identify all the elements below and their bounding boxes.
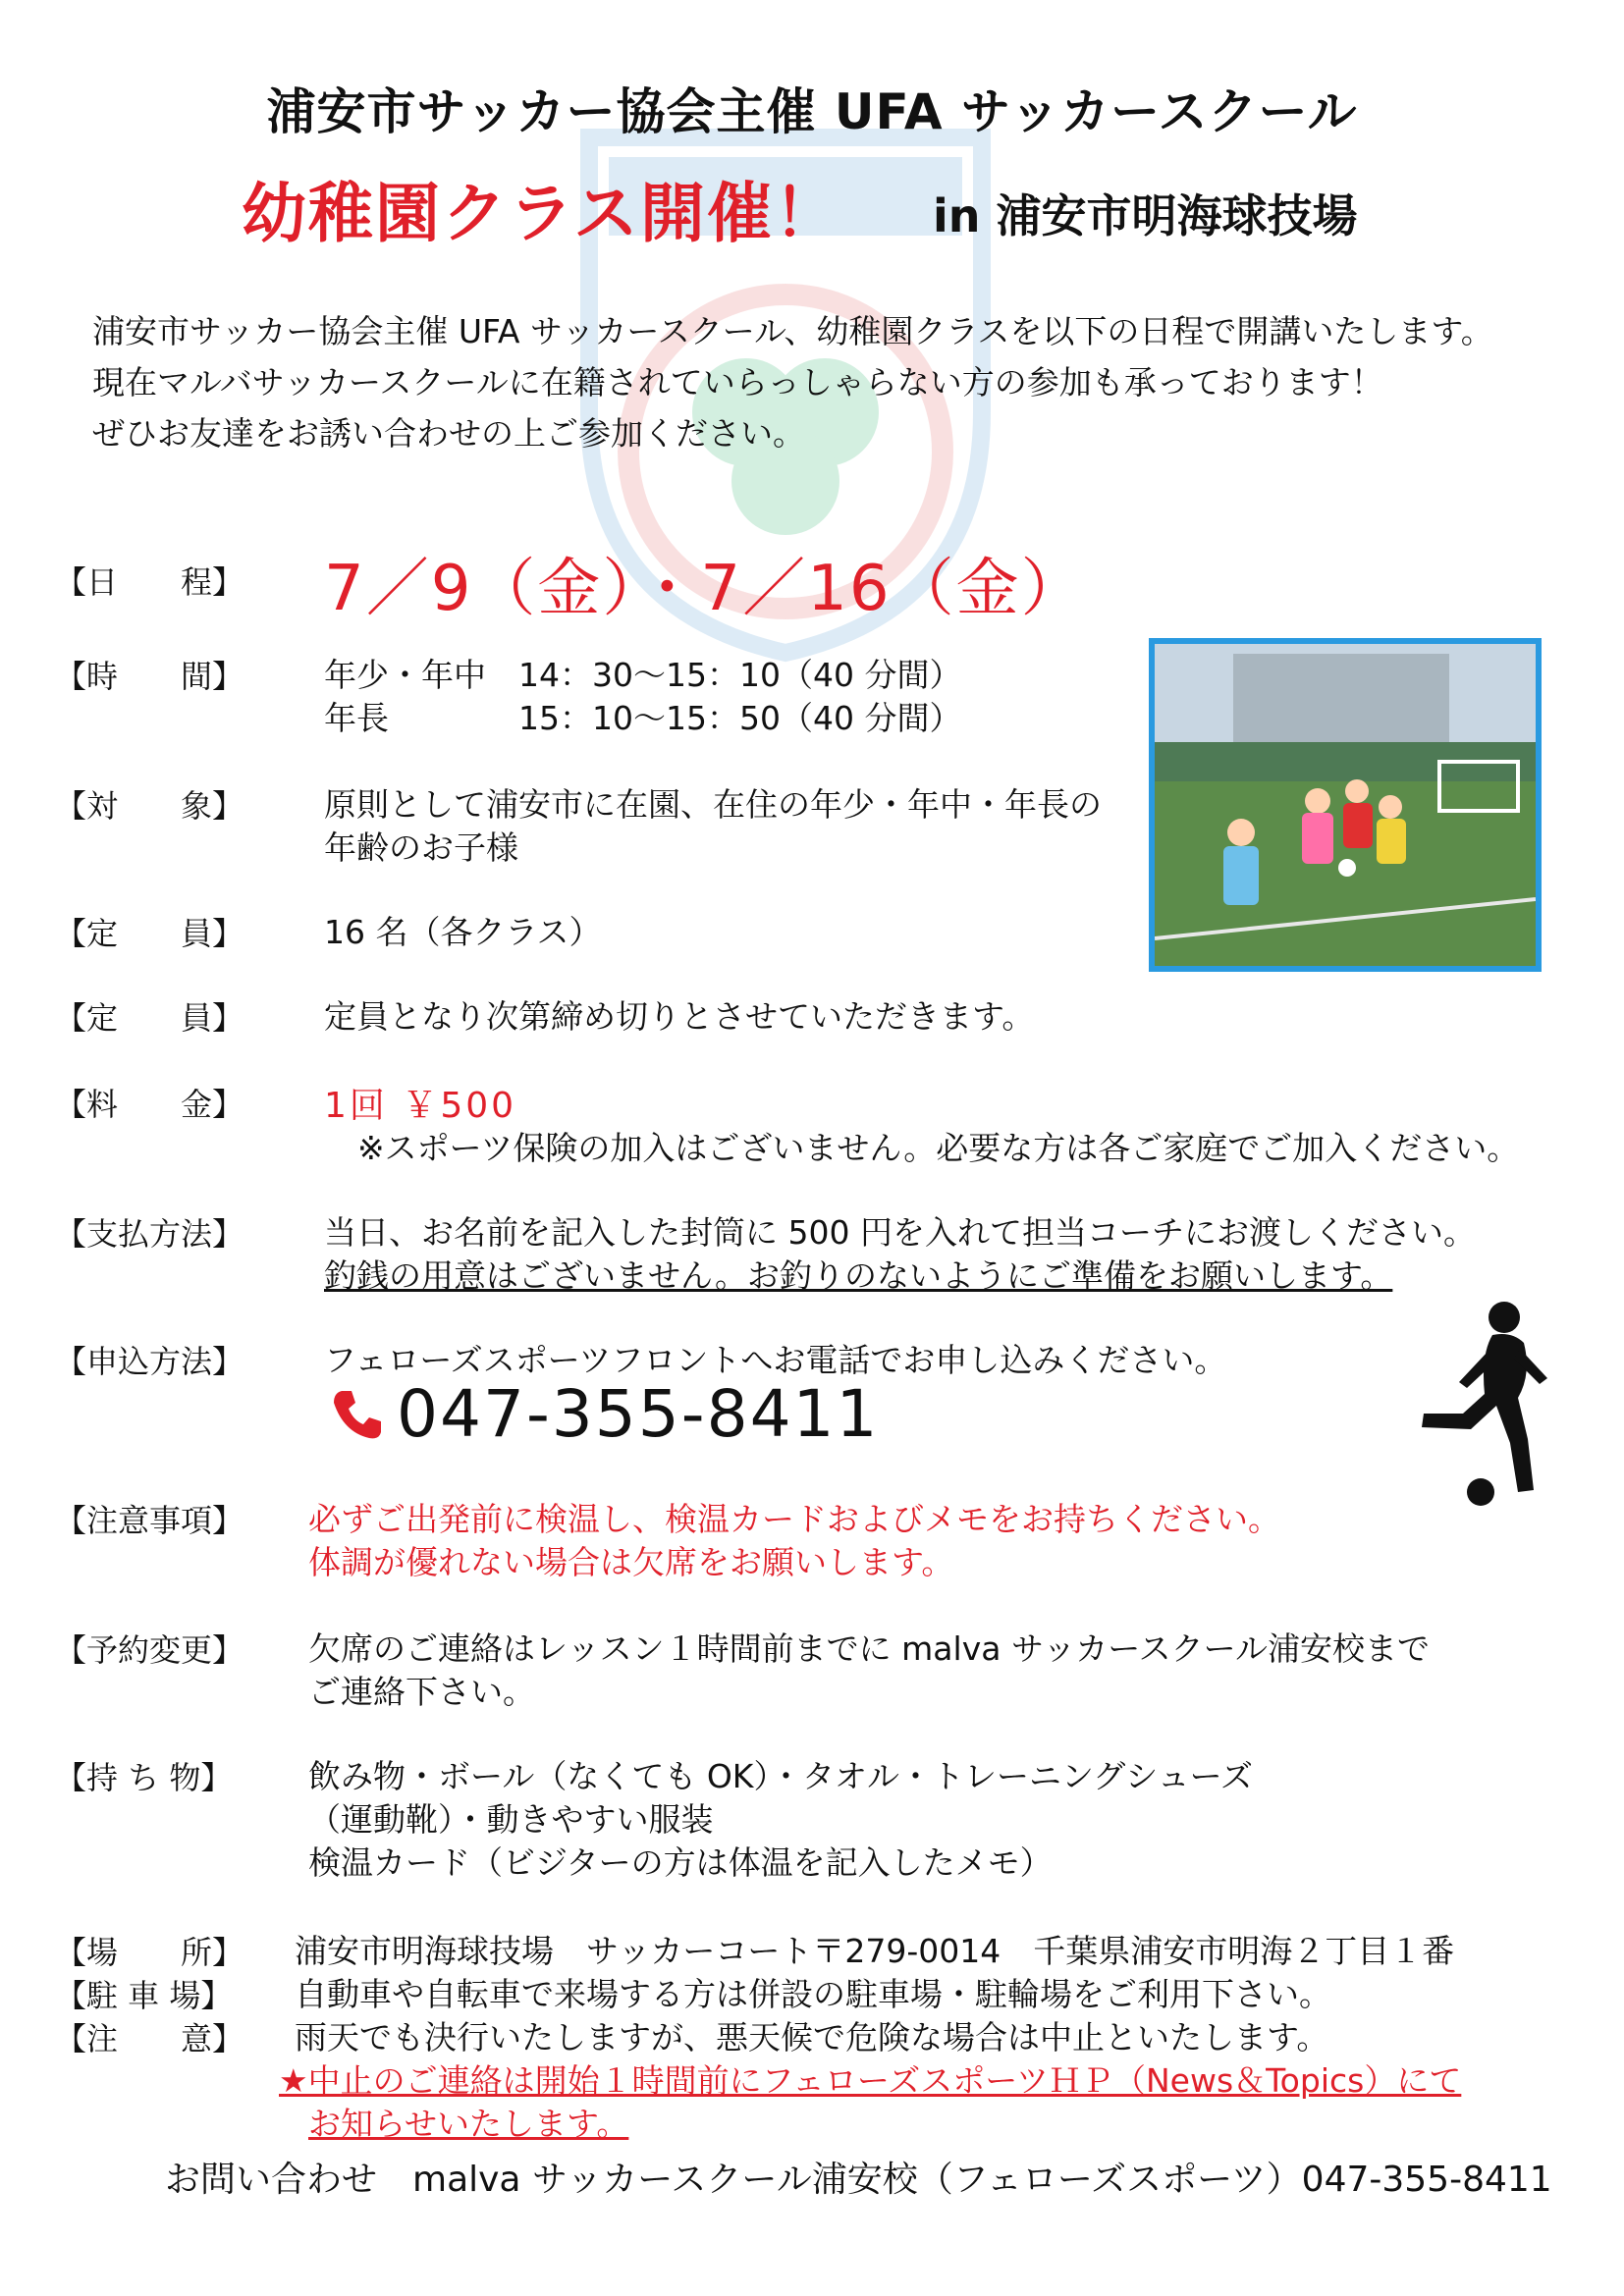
change-line-1: 欠席のご連絡はレッスン１時間前までに malva サッカースクール浦安校まで bbox=[308, 1629, 1430, 1668]
phone-number[interactable]: 047-355-8411 bbox=[397, 1376, 880, 1452]
schedule-dates: 7／9（金）・7／16（金） bbox=[324, 553, 1086, 625]
time-row-1: 年少・年中 14：30〜15：10（40 分間） bbox=[324, 656, 962, 694]
intro-line-1: 浦安市サッカー協会主催 UFA サッカースクール、幼稚園クラスを以下の日程で開講いたします。 bbox=[92, 312, 1493, 350]
items-line-1: 飲み物・ボール（なくても OK）・タオル・トレーニングシューズ bbox=[308, 1757, 1253, 1795]
target-line-2: 年齢のお子様 bbox=[324, 828, 518, 867]
intro-line-3: ぜひお友達をお誘い合わせの上ご参加ください。 bbox=[92, 414, 805, 453]
capacity2-label: 【定 員】 bbox=[55, 999, 244, 1037]
contact-footer: お問い合わせ malva サッカースクール浦安校（フェローズスポーツ）047-355-8411 bbox=[165, 2160, 1552, 2200]
target-line-1: 原則として浦安市に在園、在住の年少・年中・年長の bbox=[324, 785, 1102, 824]
capacity-label: 【定 員】 bbox=[55, 915, 244, 952]
items-line-2: （運動靴）・動きやすい服装 bbox=[308, 1800, 714, 1839]
payment-label: 【支払方法】 bbox=[55, 1215, 244, 1253]
change-line-2: ご連絡下さい。 bbox=[308, 1673, 535, 1711]
notice-value: 雨天でも決行いたしますが、悪天候で危険な場合は中止といたします。 bbox=[295, 2018, 1329, 2056]
capacity-value: 16 名（各クラス） bbox=[324, 913, 602, 951]
fee-note: ※スポーツ保険の加入はございません。必要な方は各ご家庭でご加入ください。 bbox=[357, 1129, 1520, 1167]
parking-value: 自動車や自転車で来場する方は併設の駐車場・駐輪場をご利用下さい。 bbox=[295, 1975, 1331, 2013]
parking-label: 【駐 車 場】 bbox=[55, 1977, 233, 2014]
fee-value: 1回 ￥500 bbox=[324, 1086, 517, 1126]
schedule-label: 【日 程】 bbox=[55, 563, 244, 601]
soccer-player-silhouette-icon bbox=[1394, 1296, 1571, 1512]
notice-star-line-1: ★中止のご連絡は開始１時間前にフェローズスポーツＨＰ（News＆Topics）にて bbox=[279, 2061, 1462, 2100]
change-label: 【予約変更】 bbox=[55, 1631, 244, 1669]
place-value: 浦安市明海球技場 サッカーコート〒279-0014 千葉県浦安市明海２丁目１番 bbox=[295, 1932, 1455, 1970]
apply-text: フェローズスポーツフロントへお電話でお申し込みください。 bbox=[324, 1341, 1227, 1379]
caution-line-1: 必ずご出発前に検温し、検温カードおよびメモをお持ちください。 bbox=[308, 1500, 1280, 1538]
apply-label: 【申込方法】 bbox=[55, 1343, 244, 1380]
target-label: 【対 象】 bbox=[55, 787, 244, 825]
items-label: 【持 ち 物】 bbox=[55, 1759, 233, 1796]
capacity2-value: 定員となり次第締め切りとさせていただきます。 bbox=[324, 997, 1035, 1036]
notice-label: 【注 意】 bbox=[55, 2020, 244, 2057]
items-line-3: 検温カード（ビジターの方は体温を記入したメモ） bbox=[308, 1843, 1053, 1882]
fee-label: 【料 金】 bbox=[55, 1086, 244, 1123]
payment-line-2: 釣銭の用意はございません。お釣りのないようにご準備をお願いします。 bbox=[324, 1256, 1393, 1295]
notice-star-line-2: お知らせいたします。 bbox=[308, 2105, 629, 2143]
place-label: 【場 所】 bbox=[55, 1934, 244, 1971]
header-location: in 浦安市明海球技場 bbox=[933, 189, 1358, 242]
time-label: 【時 間】 bbox=[55, 658, 244, 695]
phone-icon bbox=[330, 1387, 385, 1442]
caution-label: 【注意事項】 bbox=[55, 1502, 244, 1539]
header-class-title: 幼稚園クラス開催！ bbox=[242, 176, 841, 251]
phone-row bbox=[330, 1376, 880, 1452]
caution-line-2: 体調が優れない場合は欠席をお願いします。 bbox=[308, 1543, 954, 1581]
time-row-2: 年長 15：10〜15：50（40 分間） bbox=[324, 699, 962, 737]
payment-line-1: 当日、お名前を記入した封筒に 500 円を入れて担当コーチにお渡しください。 bbox=[324, 1213, 1476, 1252]
kids-soccer-photo bbox=[1149, 638, 1542, 972]
intro-line-2: 現在マルバサッカースクールに在籍されていらっしゃらない方の参加も承っております！ bbox=[92, 363, 1383, 401]
header-title: 浦安市サッカー協会主催 UFA サッカースクール bbox=[266, 83, 1358, 140]
